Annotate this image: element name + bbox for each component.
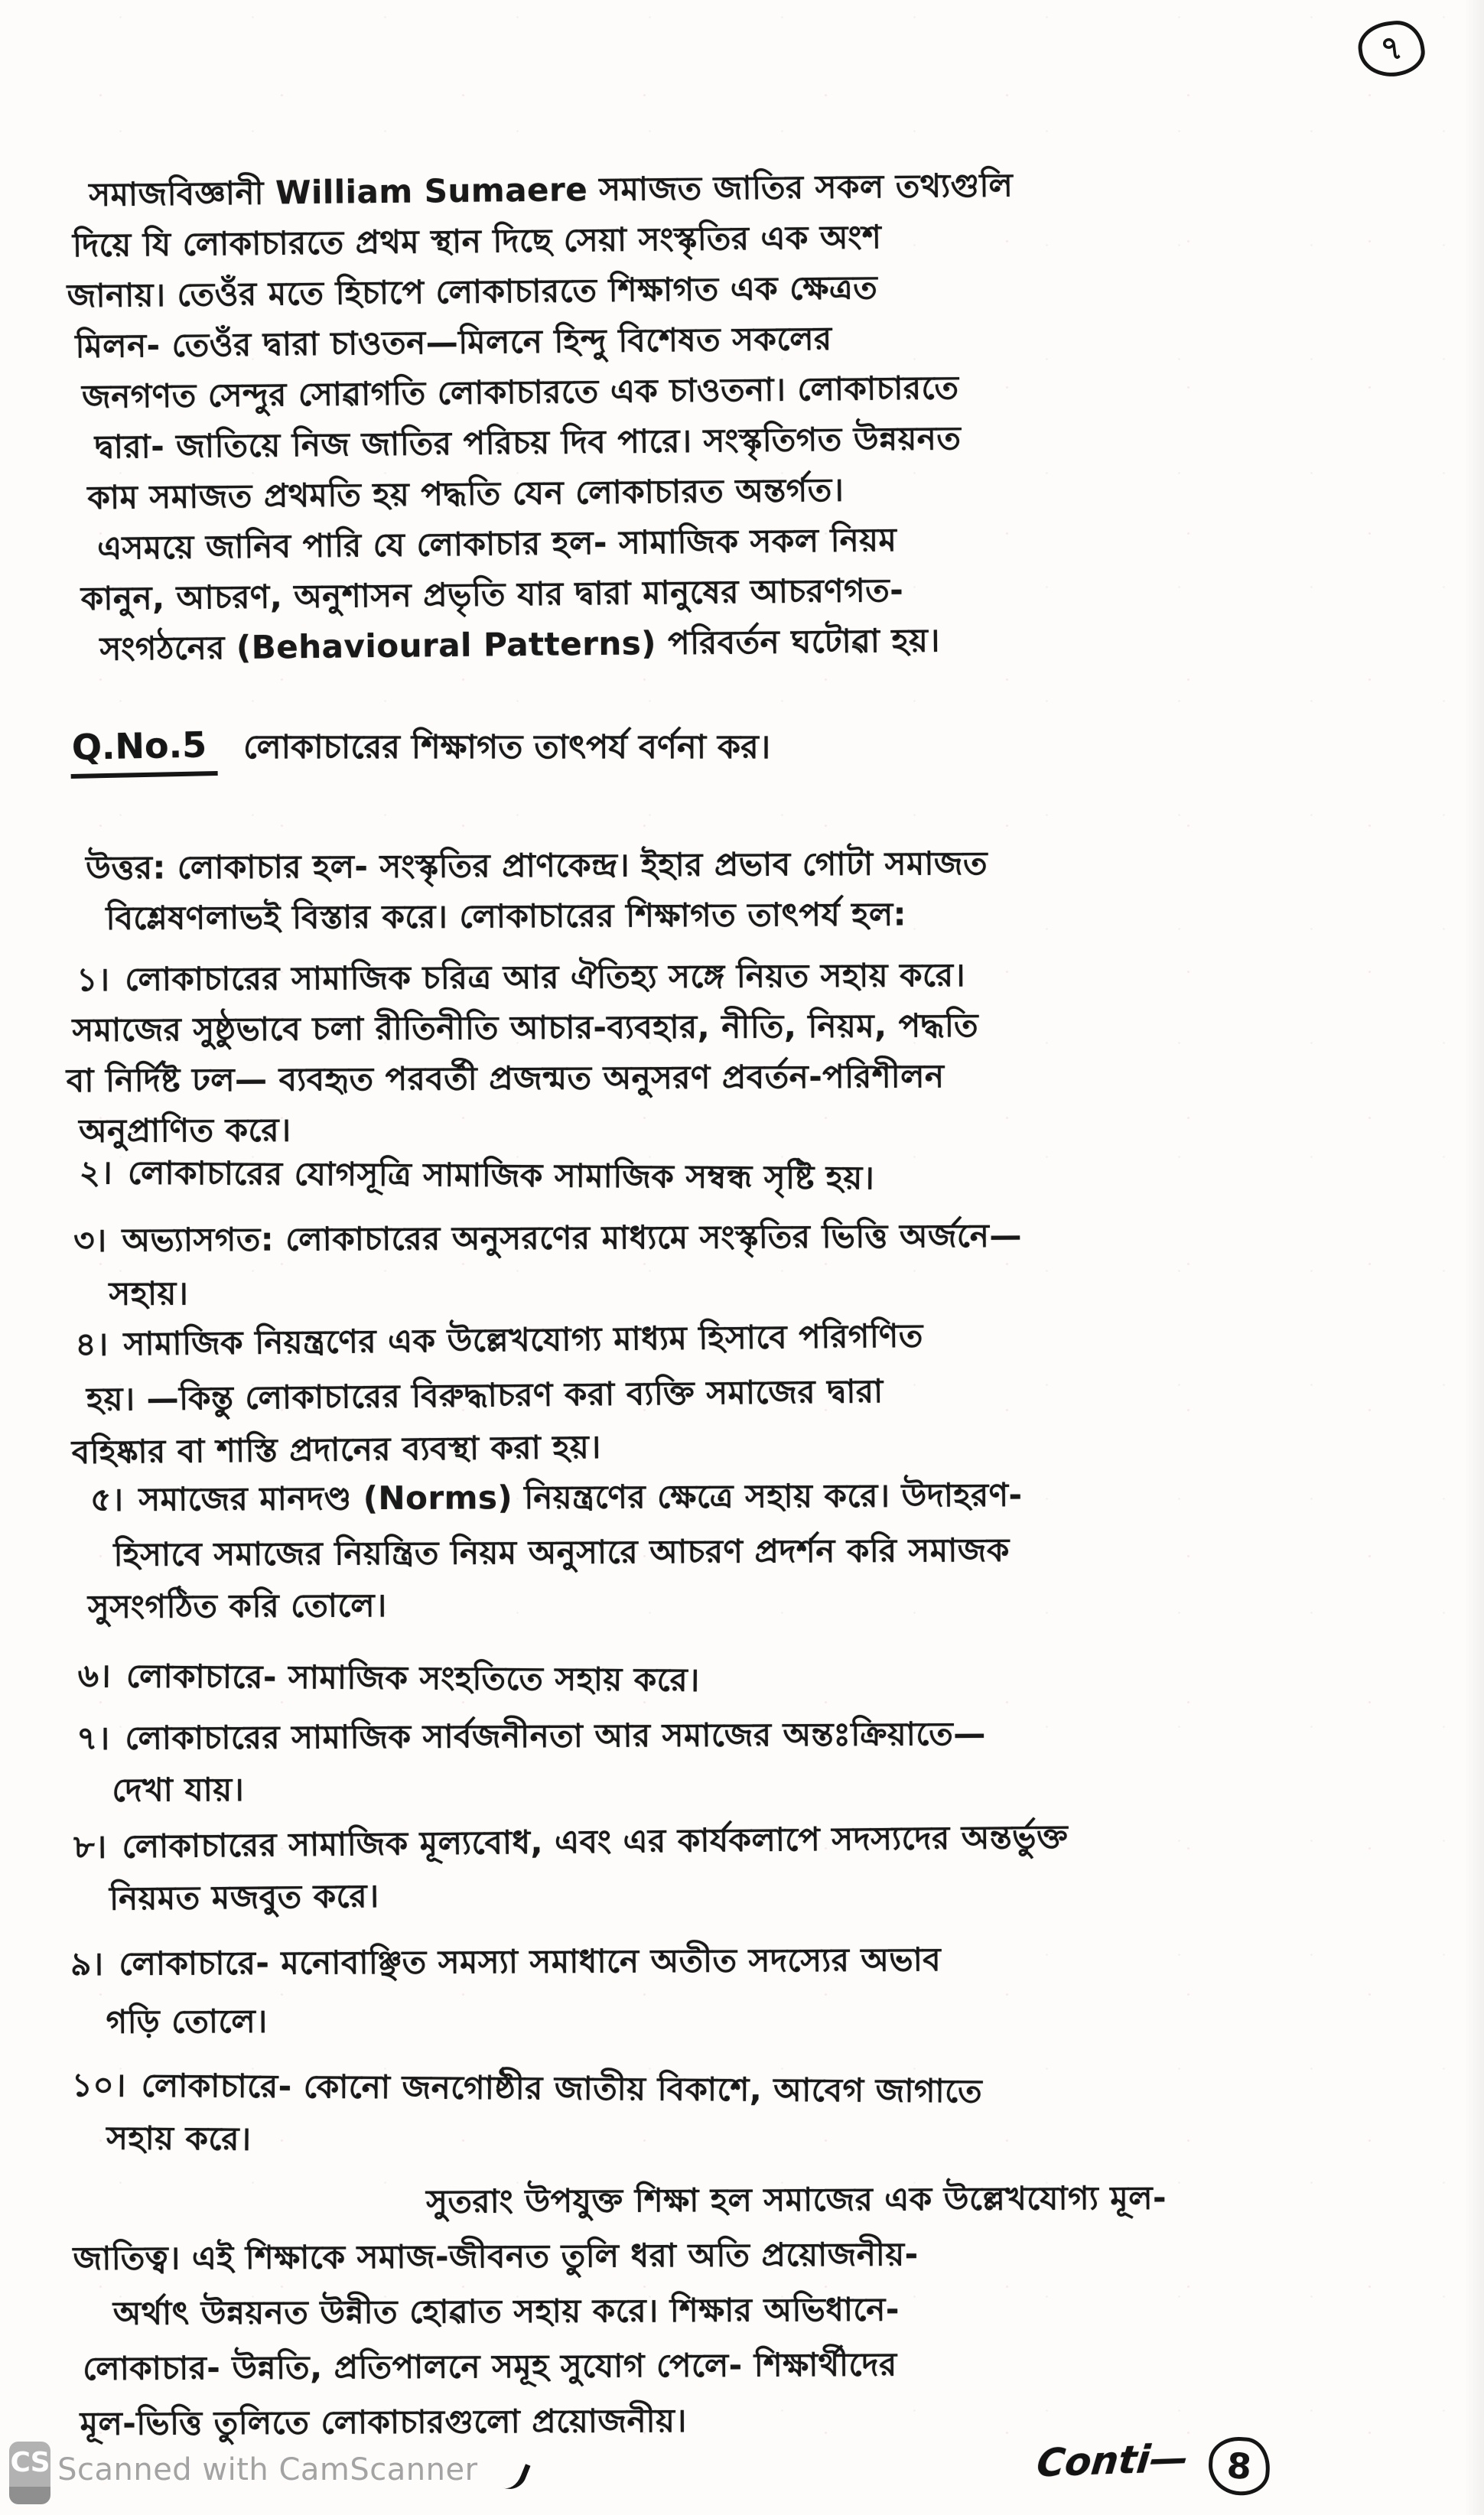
handwritten-line: সমাজের সুষ্ঠুভাবে চলা রীতিনীতি আচার-ব্যবহার, নীতি, নিয়ম, পদ্ধতি (72, 1006, 979, 1049)
handwritten-line: দিয়ে যি লোকাচারতে প্রথম স্থান দিছে সেয়া সংস্কৃতির এক অংশ (72, 218, 882, 265)
handwritten-line: বহিষ্কার বা শাস্তি প্রদানের ব্যবস্থা করা হয়। (71, 1427, 601, 1472)
handwritten-line: সমাজবিজ্ঞানী William Sumaere সমাজত জাতির সকল তথ্যগুলি (89, 166, 1014, 213)
list-marker: ৭। (76, 1719, 110, 1757)
handwritten-line: নিয়মত মজবুত করে। (109, 1876, 379, 1918)
handwritten-line: দ্বারা- জাতিয়ে নিজ জাতির পরিচয় দিব পারে। সংস্কৃতিগত উন্নয়নত (94, 418, 962, 466)
handwritten-line: হয়। —কিন্তু লোকাচারের বিরুদ্ধাচরণ করা ব্যক্তি সমাজের দ্বারা (86, 1371, 884, 1418)
handwritten-line: গড়ি তোলে। (106, 2002, 268, 2041)
handwritten-line: লোকাচারে- মনোবাঞ্ছিত সমস্যা সমাধানে অতীত সদস্যের অভাব (119, 1941, 942, 1983)
handwritten-line: সহায় করে। (106, 2119, 252, 2158)
intro-paragraph (67, 160, 1018, 675)
next-page-badge: 8 (1206, 2435, 1271, 2497)
handwritten-line: জাতিত্ব। এই শিক্ষাকে সমাজ-জীবনত তুলি ধরা অতি প্রয়োজনীয়- (73, 2235, 919, 2278)
handwritten-line: লোকাচার- উন্নতি, প্রতিপালনে সমূহ সুযোগ পেলে- শিক্ষার্থীদের (83, 2345, 897, 2387)
handwritten-line: জনগণত সেন্দুর সোৱাগতি লোকাচারতে এক চাওতনা। লোকাচারতে (81, 369, 959, 416)
list-marker: ৮। (73, 1827, 107, 1866)
handwritten-line: অর্থাৎ উন্নয়নত উন্নীত হোৱাত সহায় করে। শিক্ষার অভিধানে- (112, 2290, 900, 2332)
list-marker: ৩। (73, 1221, 107, 1259)
ink-stroke-mark (503, 2459, 530, 2494)
handwritten-line: সামাজিক নিয়ন্ত্রণের এক উল্লেখযোগ্য মাধ্যম হিসাবে পরিগণিত (123, 1316, 924, 1363)
handwritten-line: লোকাচারে- সামাজিক সংহতিতে সহায় করে। (125, 1657, 700, 1699)
handwritten-line: এসময়ে জানিব পারি যে লোকাচার হল- সামাজিক সকল নিয়ম (96, 520, 897, 567)
handwritten-line: সুতরাং উপযুক্ত শিক্ষা হল সমাজের এক উল্লেখযোগ্য মূল- (426, 2178, 1167, 2221)
handwritten-line: মিলন- তেওঁর দ্বারা চাওতন—মিলনে হিন্দু বিশেষত সকলের (75, 319, 832, 366)
handwritten-line: সুসংগঠিত করি তোলে। (87, 1586, 387, 1626)
handwritten-line: সমাজের মানদণ্ড (Norms) নিয়ন্ত্রণের ক্ষেত্রে সহায় করে। উদাহরণ- (138, 1475, 1023, 1518)
list-item (78, 1651, 700, 1706)
closing-paragraph (73, 2171, 1168, 2452)
list-item (71, 2058, 982, 2169)
camscanner-watermark (9, 2442, 478, 2504)
handwritten-line: লোকাচারের সামাজিক সার্বজনীনতা আর সমাজের অন্তঃক্রিয়াতে— (125, 1714, 986, 1757)
list-marker: ১০। (71, 2065, 127, 2104)
handwritten-line: কানুন, আচরণ, অনুশাসন প্রভৃতি যার দ্বারা মানুষের আচরণগত- (80, 571, 904, 618)
list-marker: ৯। (70, 1944, 104, 1983)
handwritten-line: কাম সমাজত প্রথমতি হয় পদ্ধতি যেন লোকাচারত অন্তর্গত। (87, 470, 845, 516)
handwritten-line: লোকাচারের যোগসূত্রি সামাজিক সামাজিক সম্বন্ধ সৃষ্টি হয়। (127, 1153, 875, 1197)
watermark-text: Scanned with CamScanner (57, 2452, 478, 2487)
handwritten-line: লোকাচারের সামাজিক মূল্যবোধ, এবং এর কার্যকলাপে সদস্যদের অন্তর্ভুক্ত (122, 1817, 1069, 1866)
handwritten-line: বা নির্দিষ্ট ঢল— ব্যবহৃত পরবর্তী প্রজন্মত অনুসরণ প্রবর্তন-পরিশীলন (66, 1057, 945, 1100)
list-item (73, 1208, 1022, 1319)
list-item (76, 1707, 986, 1816)
continuation-note (1034, 2433, 1271, 2502)
handwritten-line: অনুপ্রাণিত করে। (79, 1111, 291, 1150)
question-text: লোকাচারের শিক্ষাগত তাৎপর্য বর্ণনা কর। (243, 728, 771, 766)
list-item (73, 1810, 1069, 1924)
list-marker: ২। (79, 1153, 113, 1192)
handwritten-line: বিশ্লেষণলাভই বিস্তার করে। লোকাচারের শিক্ষাগত তাৎপর্য হল: (106, 895, 907, 937)
handwritten-line: সংগঠনের (Behavioural Patterns) পরিবর্তন ঘটোৱা হয়। (99, 621, 941, 668)
handwritten-line: হিসাবে সমাজের নিয়ন্ত্রিত নিয়ম অনুসারে আচরণ প্রদর্শন করি সমাজক (113, 1531, 1010, 1573)
list-marker: ৫। (90, 1480, 124, 1518)
handwritten-line: মূল-ভিত্তি তুলিতে লোকাচারগুলো প্রয়োজনীয়। (80, 2401, 688, 2443)
list-item (66, 950, 979, 1157)
page-number-badge: ৭ (1355, 18, 1427, 80)
handwritten-line: সহায়। (109, 1274, 189, 1313)
list-item (87, 1468, 1023, 1632)
handwritten-line: অভ্যাসগত: লোকাচারের অনুসরণের মাধ্যমে সংস্কৃতির ভিত্তি অর্জনে— (122, 1216, 1023, 1259)
list-marker: ৬। (77, 1656, 112, 1695)
camscanner-logo-icon (9, 2442, 50, 2504)
answer-intro (86, 838, 988, 944)
handwritten-line: দেখা যায়। (112, 1770, 245, 1809)
list-item (71, 1308, 925, 1478)
handwritten-line: লোকাচারের সামাজিক চরিত্র আর ঐতিহ্য সঙ্গে নিয়ত সহায় করে। (125, 955, 966, 998)
handwritten-line: লোকাচারে- কোনো জনগোষ্ঠীর জাতীয় বিকাশে, আবেগ জাগাতে (141, 2066, 983, 2110)
list-item (80, 1147, 875, 1203)
conti-label: Conti— (1034, 2435, 1191, 2486)
handwritten-line: উত্তর: লোকাচার হল- সংস্কৃতির প্রাণকেন্দ্র। ইহার প্রভাব গোটা সমাজত (86, 844, 988, 887)
question-number-label: Q.No.5 (70, 724, 218, 779)
list-item (70, 1927, 942, 2048)
handwritten-line: জানায়। তেওঁর মতে হিচাপে লোকাচারতে শিক্ষাগত এক ক্ষেত্রত (67, 268, 878, 315)
list-marker: ৪। (75, 1325, 109, 1363)
list-marker: ১। (76, 960, 110, 998)
question-heading (70, 723, 770, 777)
camscanner-logo-text: CS (10, 2447, 50, 2478)
